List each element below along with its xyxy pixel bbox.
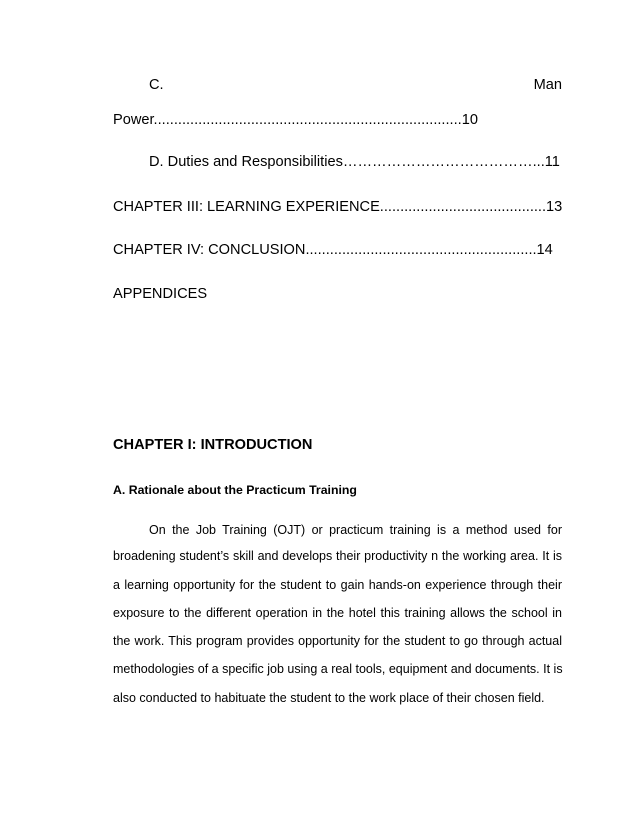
toc-entry-c-word: Man bbox=[533, 77, 562, 93]
toc-chapter-4: CHAPTER IV: CONCLUSION.........................................................14 bbox=[113, 242, 553, 258]
toc-entry-d: D. Duties and Responsibilities…………………………………...11 bbox=[149, 154, 560, 170]
paragraph-line: the work. This program provides opportunity for the student to go through actual bbox=[113, 634, 562, 648]
section-a-title: A. Rationale about the Practicum Training bbox=[113, 483, 357, 497]
paragraph-line: also conducted to habituate the student to the work place of their chosen field. bbox=[113, 691, 545, 705]
chapter-1-title: CHAPTER I: INTRODUCTION bbox=[113, 437, 313, 453]
paragraph-line: methodologies of a specific job using a real tools, equipment and documents. It is bbox=[113, 662, 563, 676]
paragraph-line: exposure to the different operation in the hotel this training allows the school in bbox=[113, 606, 562, 620]
toc-entry-c bbox=[113, 76, 562, 94]
toc-chapter-3: CHAPTER III: LEARNING EXPERIENCE.........................................13 bbox=[113, 199, 563, 215]
paragraph-line: On the Job Training (OJT) or practicum training is a method used for bbox=[149, 523, 562, 537]
paragraph-line: broadening student’s skill and develops their productivity n the working area. It is bbox=[113, 549, 562, 563]
toc-entry-c-continuation: Power............................................................................10 bbox=[113, 112, 478, 128]
toc-appendices: APPENDICES bbox=[113, 286, 208, 302]
toc-entry-c-prefix: C. bbox=[149, 77, 164, 93]
paragraph-line: a learning opportunity for the student to gain hands-on experience through their bbox=[113, 578, 562, 592]
